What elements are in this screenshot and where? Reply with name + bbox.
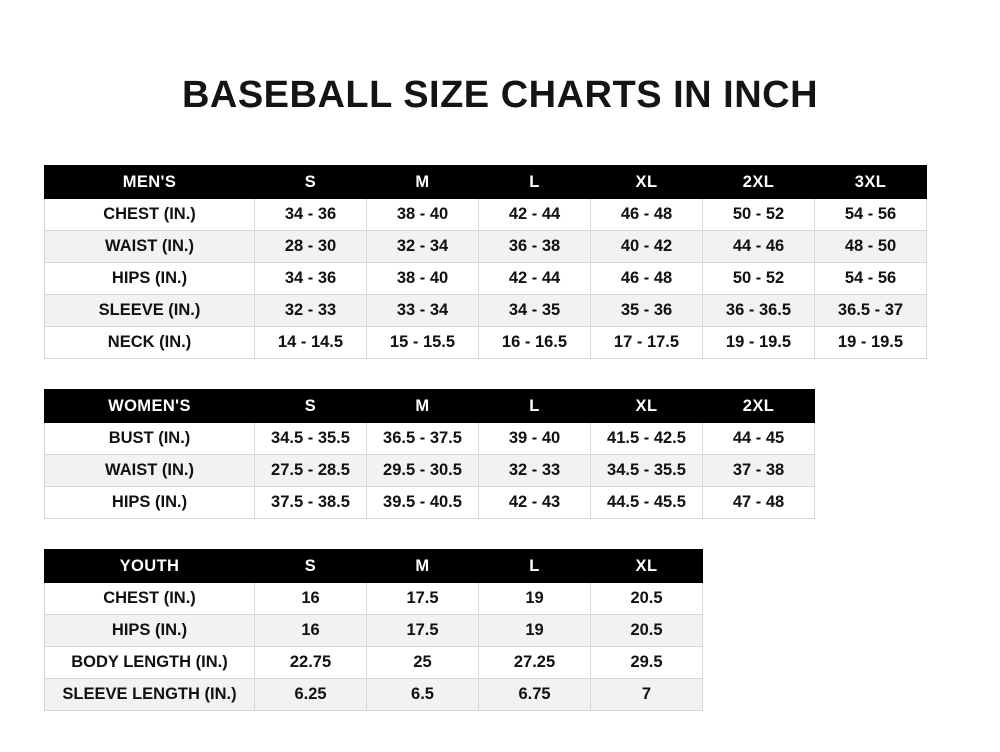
womens-header-m: M: [367, 390, 479, 423]
mens-header-s: S: [255, 166, 367, 199]
cell: 46 - 48: [591, 199, 703, 231]
cell: 40 - 42: [591, 231, 703, 263]
cell: 32 - 33: [479, 455, 591, 487]
table-header-row: [45, 390, 815, 423]
cell: 42 - 44: [479, 199, 591, 231]
cell: 20.5: [591, 615, 703, 647]
cell: 22.75: [255, 647, 367, 679]
cell: 39 - 40: [479, 423, 591, 455]
youth-header-l: L: [479, 550, 591, 583]
cell: 48 - 50: [815, 231, 927, 263]
cell: 38 - 40: [367, 263, 479, 295]
cell: 19: [479, 583, 591, 615]
table-row: [45, 487, 815, 519]
table-row: [45, 615, 703, 647]
cell: 25: [367, 647, 479, 679]
size-tables-container: [0, 165, 1000, 711]
womens-size-table: [44, 389, 815, 519]
cell: 16: [255, 583, 367, 615]
mens-header-3xl: 3XL: [815, 166, 927, 199]
cell: 27.25: [479, 647, 591, 679]
table-row: [45, 679, 703, 711]
mens-header-2xl: 2XL: [703, 166, 815, 199]
cell: 29.5: [591, 647, 703, 679]
row-label: CHEST (IN.): [45, 199, 255, 231]
cell: 15 - 15.5: [367, 327, 479, 359]
cell: 33 - 34: [367, 295, 479, 327]
cell: 17.5: [367, 615, 479, 647]
table-row: [45, 455, 815, 487]
cell: 35 - 36: [591, 295, 703, 327]
cell: 16 - 16.5: [479, 327, 591, 359]
youth-size-table: [44, 549, 703, 711]
cell: 32 - 34: [367, 231, 479, 263]
table-row: [45, 263, 927, 295]
cell: 46 - 48: [591, 263, 703, 295]
row-label: BODY LENGTH (IN.): [45, 647, 255, 679]
cell: 29.5 - 30.5: [367, 455, 479, 487]
cell: 42 - 43: [479, 487, 591, 519]
cell: 34.5 - 35.5: [255, 423, 367, 455]
cell: 41.5 - 42.5: [591, 423, 703, 455]
youth-header-m: M: [367, 550, 479, 583]
row-label: SLEEVE (IN.): [45, 295, 255, 327]
cell: 44.5 - 45.5: [591, 487, 703, 519]
cell: 27.5 - 28.5: [255, 455, 367, 487]
row-label: HIPS (IN.): [45, 615, 255, 647]
cell: 37.5 - 38.5: [255, 487, 367, 519]
cell: 50 - 52: [703, 199, 815, 231]
row-label: BUST (IN.): [45, 423, 255, 455]
row-label: WAIST (IN.): [45, 231, 255, 263]
cell: 19 - 19.5: [815, 327, 927, 359]
womens-header-title: WOMEN'S: [45, 390, 255, 423]
table-header-row: [45, 166, 927, 199]
cell: 50 - 52: [703, 263, 815, 295]
mens-size-table: [44, 165, 927, 359]
table-spacer: [0, 519, 1000, 549]
row-label: CHEST (IN.): [45, 583, 255, 615]
cell: 54 - 56: [815, 199, 927, 231]
cell: 19 - 19.5: [703, 327, 815, 359]
youth-header-s: S: [255, 550, 367, 583]
row-label: HIPS (IN.): [45, 263, 255, 295]
cell: 6.25: [255, 679, 367, 711]
cell: 37 - 38: [703, 455, 815, 487]
cell: 6.75: [479, 679, 591, 711]
cell: 28 - 30: [255, 231, 367, 263]
cell: 14 - 14.5: [255, 327, 367, 359]
cell: 17.5: [367, 583, 479, 615]
cell: 36 - 36.5: [703, 295, 815, 327]
womens-header-s: S: [255, 390, 367, 423]
cell: 34 - 36: [255, 199, 367, 231]
cell: 19: [479, 615, 591, 647]
row-label: HIPS (IN.): [45, 487, 255, 519]
cell: 17 - 17.5: [591, 327, 703, 359]
cell: 36 - 38: [479, 231, 591, 263]
cell: 39.5 - 40.5: [367, 487, 479, 519]
womens-header-2xl: 2XL: [703, 390, 815, 423]
table-header-row: [45, 550, 703, 583]
cell: 38 - 40: [367, 199, 479, 231]
table-row: [45, 423, 815, 455]
cell: 6.5: [367, 679, 479, 711]
row-label: WAIST (IN.): [45, 455, 255, 487]
table-row: [45, 231, 927, 263]
page-title: BASEBALL SIZE CHARTS IN INCH: [181, 74, 819, 116]
womens-header-l: L: [479, 390, 591, 423]
table-row: [45, 199, 927, 231]
mens-header-xl: XL: [591, 166, 703, 199]
cell: 32 - 33: [255, 295, 367, 327]
row-label: NECK (IN.): [45, 327, 255, 359]
cell: 44 - 46: [703, 231, 815, 263]
cell: 34 - 36: [255, 263, 367, 295]
cell: 42 - 44: [479, 263, 591, 295]
cell: 47 - 48: [703, 487, 815, 519]
cell: 34 - 35: [479, 295, 591, 327]
cell: 34.5 - 35.5: [591, 455, 703, 487]
cell: 20.5: [591, 583, 703, 615]
mens-header-l: L: [479, 166, 591, 199]
cell: 36.5 - 37.5: [367, 423, 479, 455]
cell: 44 - 45: [703, 423, 815, 455]
cell: 7: [591, 679, 703, 711]
table-row: [45, 295, 927, 327]
table-spacer: [0, 359, 1000, 389]
youth-header-title: YOUTH: [45, 550, 255, 583]
mens-header-m: M: [367, 166, 479, 199]
mens-header-title: MEN'S: [45, 166, 255, 199]
cell: 36.5 - 37: [815, 295, 927, 327]
table-row: [45, 583, 703, 615]
table-row: [45, 647, 703, 679]
table-row: [45, 327, 927, 359]
youth-header-xl: XL: [591, 550, 703, 583]
row-label: SLEEVE LENGTH (IN.): [45, 679, 255, 711]
cell: 16: [255, 615, 367, 647]
cell: 54 - 56: [815, 263, 927, 295]
womens-header-xl: XL: [591, 390, 703, 423]
